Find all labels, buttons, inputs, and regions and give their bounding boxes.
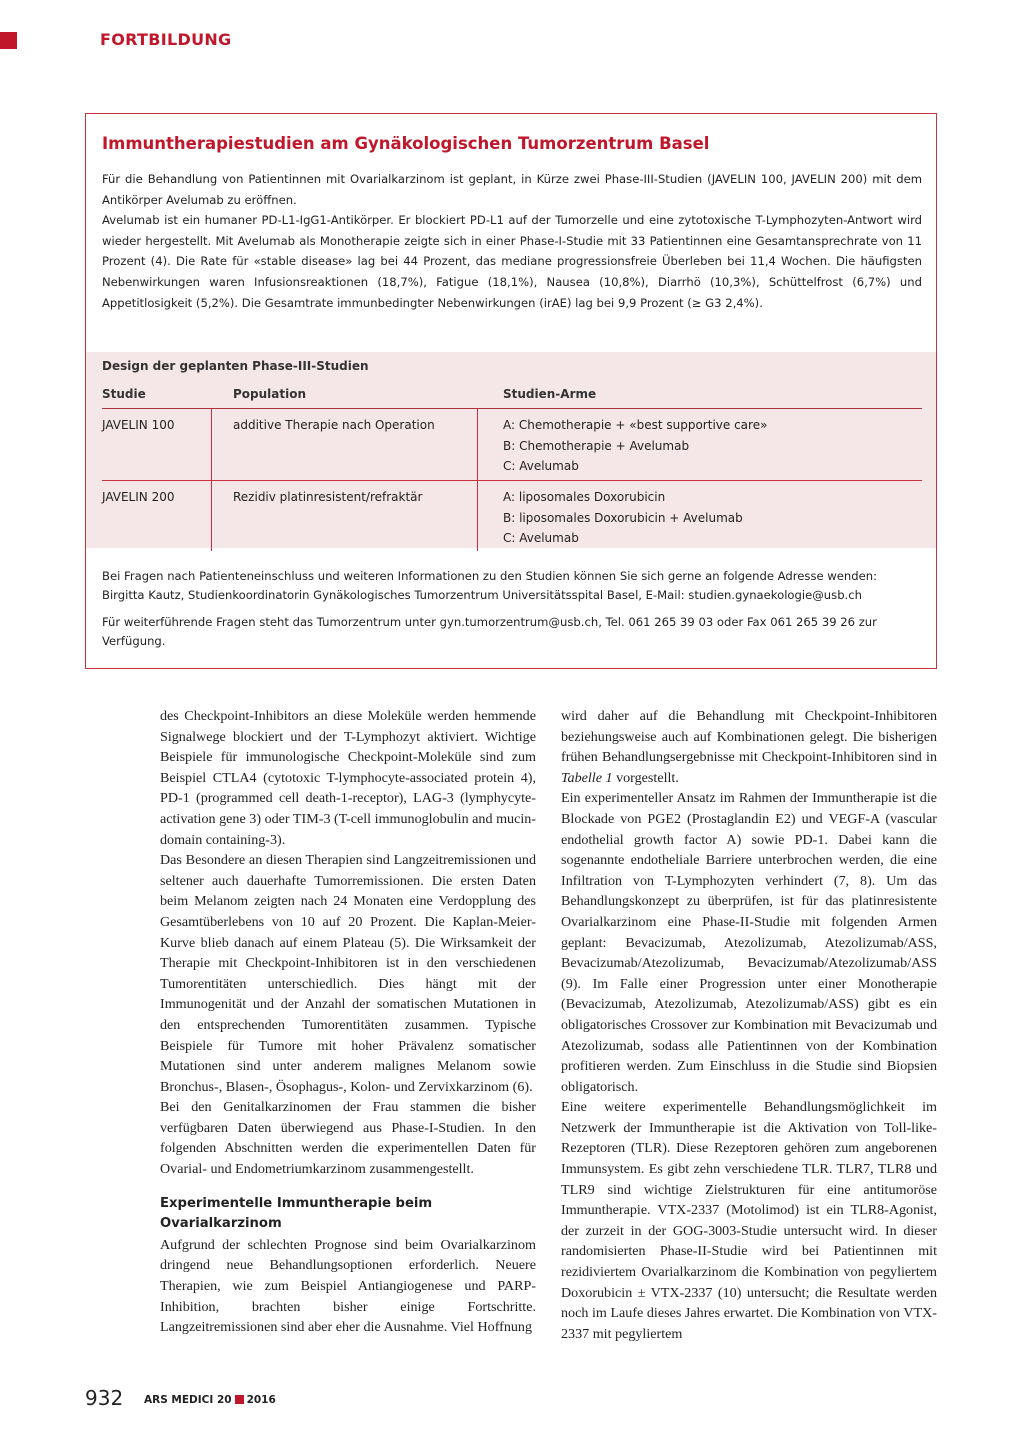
study-design-section — [86, 352, 936, 548]
table-cell-population: additive Therapie nach Operation — [233, 418, 435, 432]
body-column-right — [561, 706, 937, 1344]
study-arm: A: liposomales Doxorubicin — [503, 490, 666, 504]
journal-year: 2016 — [246, 1394, 276, 1406]
table-cell-study: JAVELIN 200 — [102, 490, 175, 504]
study-arm: C: Avelumab — [503, 459, 579, 474]
table-cell-population: Rezidiv platinresistent/refraktär — [233, 490, 423, 504]
section-color-marker — [0, 32, 17, 49]
study-design-table — [102, 385, 922, 551]
section-heading: Experimentelle Immuntherapie beim Ovarialkarzinom — [160, 1195, 433, 1232]
table-row — [102, 409, 922, 481]
column-divider — [211, 481, 212, 551]
study-arm: B: liposomales Doxorubicin + Avelumab — [503, 510, 743, 525]
box-contact — [102, 567, 922, 652]
column-divider — [211, 409, 212, 480]
column-divider — [477, 481, 478, 551]
info-box — [85, 113, 937, 669]
table-row — [102, 481, 922, 551]
table-header-row — [102, 385, 922, 409]
body-text: wird daher auf die Behandlung mit Checkpoint-Inhibitoren beziehungsweise auch auf Kombinationen gelegt. Die bisherigen frühen Behandlungsergebnisse mit Checkpoint-Inhibitoren sind in — [561, 708, 937, 766]
contact-paragraph: Für weiterführende Fragen steht das Tumorzentrum unter gyn.tumorzentrum@usb.ch, Tel. 061 265 39 03 oder Fax 061 265 39 26 zur Verfügung. — [102, 614, 877, 649]
body-paragraph: Eine weitere experimentelle Behandlungsmöglichkeit im Netzwerk der Immuntherapie ist die Aktivation von Toll-like-Rezeptoren (TLR). Diese Rezeptoren gehören zum angeborenen Immunsystem. Es gibt zehn verschiedene TLR. TLR7, TLR8 und TLR9 sind wichtige Zielstrukturen für eine antitumoröse Immuntherapie. VTX-2337 (Motolimod) ist ein TLR8-Agonist, der zurzeit in der GOG-3003-Studie untersucht wird. In dieser randomisierten Phase-II-Studie wird bei Patientinnen mit rezidiviertem Ovarialkarzinom die Kombination von pegyliertem Doxorubicin ± VTX-2337 (10) untersucht; die Resultate werden noch im Laufe dieses Jahres erwartet. Die Kombination von VTX-2337 mit pegyliertem — [561, 1099, 937, 1342]
box-intro-paragraph: Avelumab ist ein humaner PD-L1-IgG1-Antikörper. Er blockiert PD-L1 auf der Tumorzelle und eine zytotoxische T-Lymphozyten-Antwort wird wieder hergestellt. Mit Avelumab als Monotherapie zeigte sich in einer Phase-I-Studie mit 33 Patientinnen eine Gesamtansprechrate von 11 Prozent (4). Die Rate für «stable disease» lag bei 44 Prozent, das mediane progressionsfreie Überleben bei 11,4 Wochen. Die häufigsten Nebenwirkungen waren Infusionsreaktionen (18,7%), Fatigue (18,1%), Nausea (10,8%), Diarrhö (10,3%), Schüttelfrost (6,7%) und Appetitlosigkeit (5,2%). Die Gesamtrate immunbedingter Nebenwirkungen (irAE) lag bei 9,9 Prozent (≥ G3 2,4%). — [102, 213, 922, 310]
box-intro — [102, 169, 922, 313]
body-paragraph: Ein experimenteller Ansatz im Rahmen der Immuntherapie ist die Blockade von PGE2 (Prostaglandin E2) und VEGF-A (vascular endothelial growth factor A) sowie PD-1. Dabei kann die sogenannte endotheliale Barriere unterbrochen werden, die eine Infiltration von T-Lymphozyten verhindert (7, 8). Um das Behandlungskonzept zu überprüfen, ist für das platinresistente Ovarialkarzinom eine Phase-II-Studie mit folgenden Armen geplant: Bevacizumab, Atezolizumab, Atezolizumab/ASS, Bevacizumab/Atezolizumab, Bevacizumab/Atezolizumab/ASS (9). Im Falle einer Progression unter einer Monotherapie (Bevacizumab, Atezolizumab, Atezolizumab/ASS) gibt es ein obligatorisches Crossover zur Kombination mit Bevacizumab und Atezolizumab, sodass alle Patientinnen von der Kombination profitieren werden. Zum Einschluss in die Studie sind Biopsien obligatorisch. — [561, 790, 937, 1095]
table-cell-arms — [503, 487, 743, 549]
body-column-left — [160, 706, 536, 1338]
footer-square-marker — [235, 1395, 244, 1404]
section-header: FORTBILDUNG — [100, 30, 232, 49]
table-cell-study: JAVELIN 100 — [102, 418, 175, 432]
study-arm: C: Avelumab — [503, 531, 579, 546]
page-number: 932 — [85, 1386, 124, 1410]
body-paragraph: Aufgrund der schlechten Prognose sind beim Ovarialkarzinom dringend neue Behandlungsoptionen erforderlich. Neuere Therapien, wie zum Beispiel Antiangiogenese und PARP-Inhibition, brachten bisher einige Fortschritte. Langzeitremissionen sind aber eher die Ausnahme. Viel Hoffnung — [160, 1236, 536, 1336]
body-paragraph — [561, 706, 937, 788]
column-divider — [477, 409, 478, 480]
table-cell-arms — [503, 415, 767, 477]
column-header-population: Population — [233, 387, 307, 401]
box-intro-paragraph: Für die Behandlung von Patientinnen mit Ovarialkarzinom ist geplant, in Kürze zwei Phase-III-Studien (JAVELIN 100, JAVELIN 200) mit dem Antikörper Avelumab zu eröffnen. — [102, 172, 922, 207]
study-design-title: Design der geplanten Phase-III-Studien — [102, 359, 369, 373]
study-arm: B: Chemotherapie + Avelumab — [503, 438, 690, 453]
body-paragraph: Bei den Genitalkarzinomen der Frau stammen die bisher verfügbaren Daten überwiegend aus Phase-I-Studien. In den folgenden Abschnitten werden die experimentellen Daten für Ovarial- und Endometriumkarzinom zusammengestellt. — [160, 1099, 536, 1178]
study-arm: A: Chemotherapie + «best supportive care» — [503, 418, 768, 432]
table-reference: Tabelle 1 — [561, 769, 613, 786]
body-paragraph: Das Besondere an diesen Therapien sind Langzeitremissionen und seltener auch dauerhafte Tumorremissionen. Die ersten Daten beim Melanom zeigten nach 24 Monaten eine Verdopplung des Gesamtüberlebens von 10 auf 20 Prozent. Die Kaplan-Meier-Kurve blieb danach auf einem Plateau (5). Die Wirksamkeit der Therapie mit Checkpoint-Inhibitoren ist in den verschiedenen Tumorentitäten unterschiedlich. Dies hängt mit der Immunogenität und der Anzahl der somatischen Mutationen in den entsprechenden Tumorentitäten zusammen. Typische Beispiele für Tumore mit hoher Prävalenz somatischer Mutationen sind unter anderem malignes Melanom sowie Bronchus-, Blasen-, Ösophagus-, Kolon- und Zervixkarzinom (6). — [160, 852, 536, 1095]
contact-paragraph: Bei Fragen nach Patienteneinschluss und weiteren Informationen zu den Studien können Sie sich gerne an folgende Adresse wenden: Birgitta Kautz, Studienkoordinatorin Gynäkologisches Tumorzentrum Universitätsspital Basel, E-Mail: studien.gynaekologie@usb.ch — [102, 569, 878, 603]
footer-journal — [144, 1394, 276, 1406]
body-paragraph: des Checkpoint-Inhibitors an diese Moleküle werden hemmende Signalwege blockiert und der T-Lymphozyt aktiviert. Wichtige Beispiele für immunologische Checkpoint-Moleküle sind zum Beispiel CTLA4 (cytotoxic T-lymphocyte-associated protein 4), PD-1 (programmed cell death-1-receptor), LAG-3 (lymphycyte-activation gene 3) oder TIM-3 (T-cell immunoglobulin and mucin-domain containing-3). — [160, 708, 536, 848]
box-title: Immuntherapiestudien am Gynäkologischen Tumorzentrum Basel — [102, 134, 710, 153]
journal-name: ARS MEDICI 20 — [144, 1394, 232, 1406]
column-header-arms: Studien-Arme — [503, 387, 597, 401]
body-text: vorgestellt. — [612, 769, 679, 786]
column-header-study: Studie — [102, 387, 146, 401]
